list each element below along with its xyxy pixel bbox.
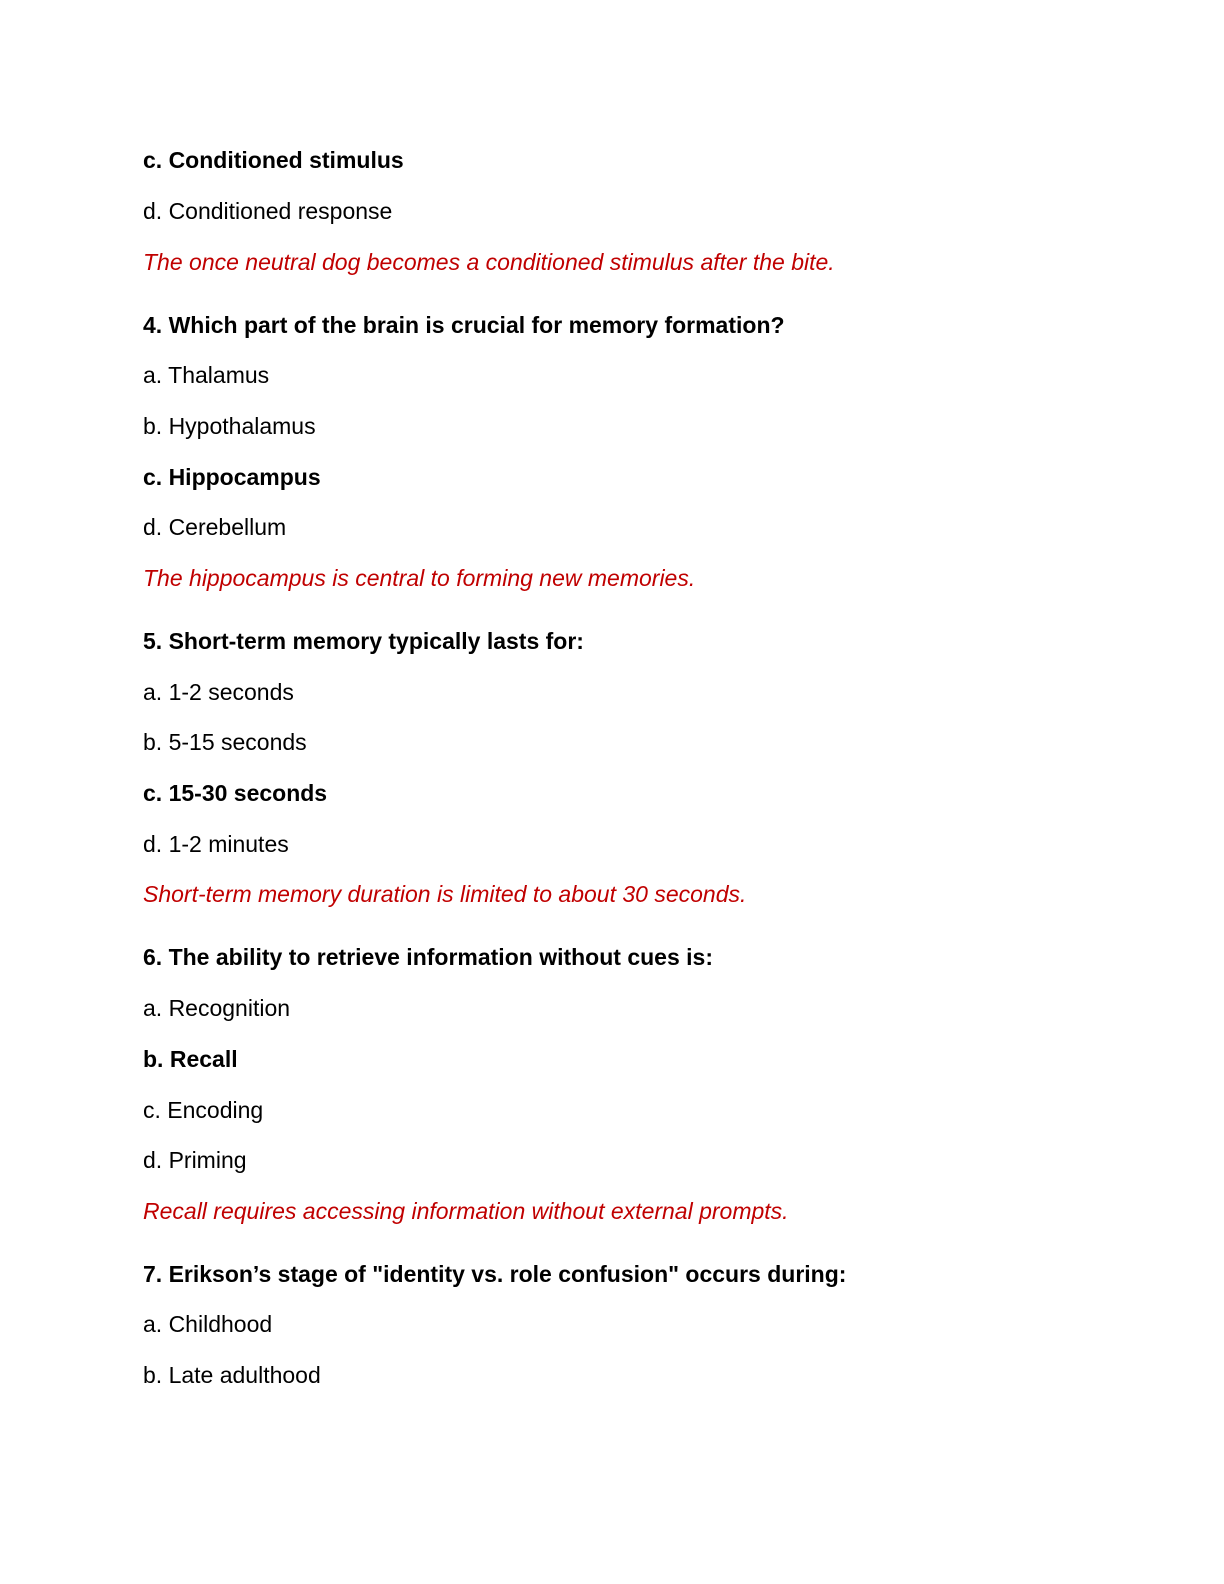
q5-explanation: Short-term memory duration is limited to about 30 seconds. [143,881,747,907]
q4-question: 4. Which part of the brain is crucial for memory formation? [143,312,785,338]
q5-option-d: d. 1-2 minutes [143,831,289,857]
q4-option-a: a. Thalamus [143,362,270,388]
q6-option-b-correct: b. Recall [143,1046,238,1072]
q6-option-d: d. Priming [143,1147,247,1173]
q7-question: 7. Erikson’s stage of "identity vs. role confusion" occurs during: [143,1261,847,1287]
q4-option-d: d. Cerebellum [143,514,287,540]
q5-option-b: b. 5-15 seconds [143,729,307,755]
q5-option-c-correct: c. 15-30 seconds [143,780,328,806]
q6-option-c: c. Encoding [143,1097,264,1123]
q5-question: 5. Short-term memory typically lasts for: [143,628,584,654]
q6-question: 6. The ability to retrieve information without cues is: [143,944,713,970]
q3-option-c-correct: c. Conditioned stimulus [143,147,404,173]
q6-explanation: Recall requires accessing information without external prompts. [143,1198,789,1224]
q4-explanation: The hippocampus is central to forming new memories. [143,565,696,591]
q3-option-d: d. Conditioned response [143,198,393,224]
q3-explanation: The once neutral dog becomes a conditioned stimulus after the bite. [143,249,835,275]
q4-option-c-correct: c. Hippocampus [143,464,321,490]
q6-option-a: a. Recognition [143,995,291,1021]
q5-option-a: a. 1-2 seconds [143,679,294,705]
q7-option-b: b. Late adulthood [143,1362,321,1388]
q7-option-a: a. Childhood [143,1311,273,1337]
q4-option-b: b. Hypothalamus [143,413,316,439]
